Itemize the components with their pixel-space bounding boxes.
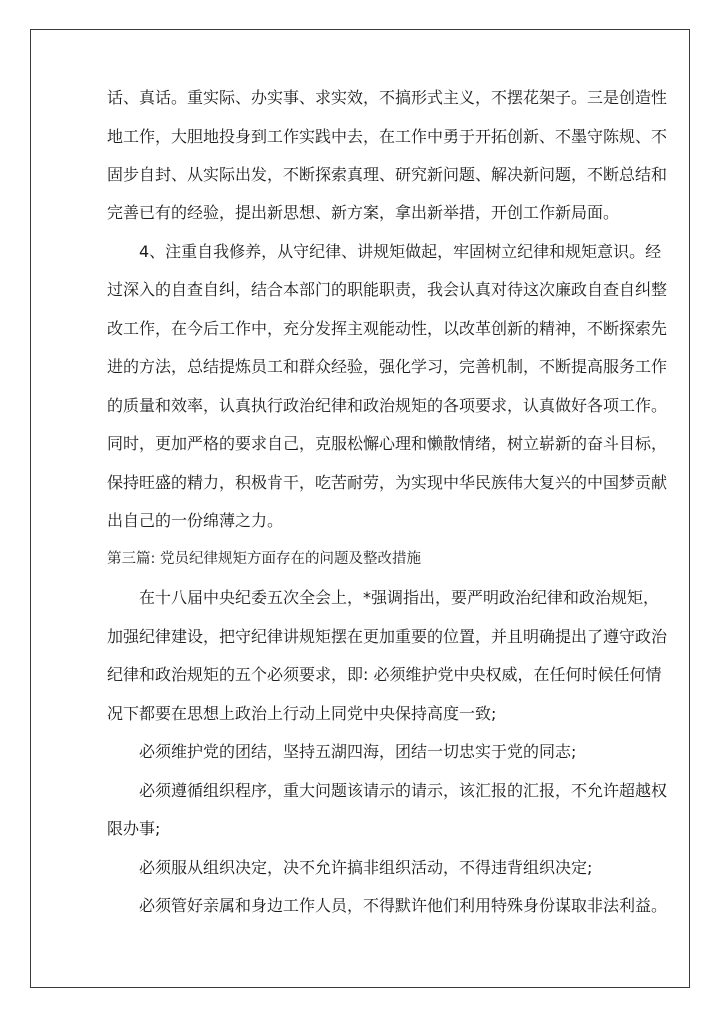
paragraph-line: 出自己的一份绵薄之力。: [107, 511, 284, 530]
paragraph-line: 的质量和效率，认真执行政治纪律和政治规矩的各项要求，认真做好各项工作。: [107, 396, 668, 415]
paragraph-line: 进的方法，总结提炼员工和群众经验，强化学习，完善机制，不断提高服务工作: [107, 357, 668, 376]
paragraph-line: 必须维护党的团结，坚持五湖四海，团结一切忠实于党的同志;: [139, 742, 577, 761]
paragraph-line: 纪律和政治规矩的五个必须要求，即: 必须维护党中央权威，在任何时候任何情: [107, 665, 662, 684]
paragraph-line: 限办事;: [107, 819, 161, 838]
paragraph-line: 同时，更加严格的要求自己，克服松懈心理和懒散情绪，树立崭新的奋斗目标，: [107, 434, 668, 453]
paragraph-line: 话、真话。重实际、办实事、求实效，不搞形式主义，不摆花架子。三是创造性: [107, 88, 668, 107]
paragraph-line: 在十八届中央纪委五次全会上，*强调指出，要严明政治纪律和政治规矩，: [139, 588, 660, 607]
paragraph-line: 必须遵循组织程序，重大问题该请示的请示，该汇报的汇报，不允许超越权: [139, 781, 668, 800]
paragraph-line: 改工作，在今后工作中，充分发挥主观能动性，以改革创新的精神，不断探索先: [107, 319, 668, 338]
paragraph-line: 况下都要在思想上政治上行动上同党中央保持高度一致;: [107, 704, 497, 723]
paragraph-line: 加强纪律建设，把守纪律讲规矩摆在更加重要的位置，并且明确提出了遵守政治: [107, 627, 668, 646]
paragraph-line: 地工作，大胆地投身到工作实践中去，在工作中勇于开拓创新、不墨守陈规、不: [107, 127, 668, 146]
paragraph-line: 完善已有的经验，提出新思想、新方案，拿出新举措，开创工作新局面。: [107, 203, 620, 222]
paragraph-line: 过深入的自查自纠，结合本部门的职能职责，我会认真对待这次廉政自查自纠整: [107, 280, 668, 299]
paragraph-line: 必须服从组织决定，决不允许搞非组织活动，不得违背组织决定;: [139, 858, 593, 877]
paragraph-line: 4、注重自我修养，从守纪律、讲规矩做起，牢固树立纪律和规矩意识。经: [139, 242, 662, 261]
paragraph-line: 保持旺盛的精力，积极肯干，吃苦耐劳，为实现中华民族伟大复兴的中国梦贡献: [107, 473, 668, 492]
paragraph-line: 必须管好亲属和身边工作人员，不得默许他们利用特殊身份谋取非法利益。: [139, 896, 668, 915]
section-heading: 第三篇: 党员纪律规矩方面存在的问题及整改措施: [107, 551, 421, 567]
paragraph-line: 固步自封、从实际出发，不断探索真理、研究新问题、解决新问题，不断总结和: [107, 165, 668, 184]
